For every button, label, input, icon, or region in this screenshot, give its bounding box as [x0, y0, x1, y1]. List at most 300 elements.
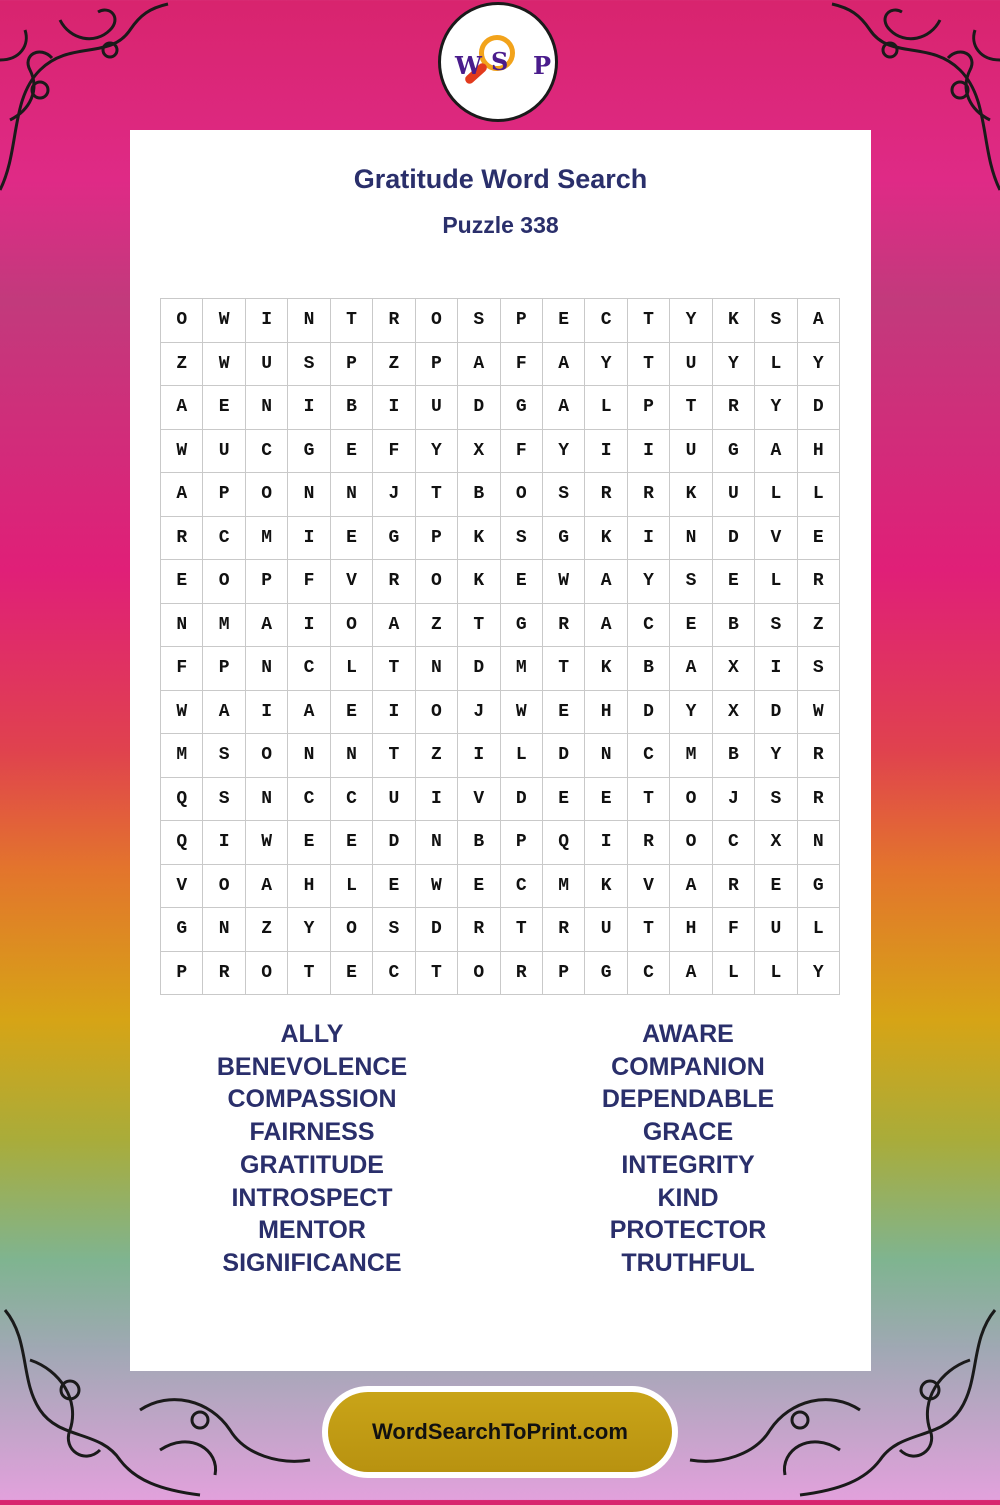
grid-cell[interactable]: A: [203, 690, 245, 734]
grid-cell[interactable]: V: [627, 864, 669, 908]
grid-cell[interactable]: U: [415, 386, 457, 430]
grid-cell[interactable]: D: [415, 908, 457, 952]
grid-cell[interactable]: E: [542, 690, 584, 734]
grid-cell[interactable]: U: [245, 342, 287, 386]
grid-cell[interactable]: N: [415, 647, 457, 691]
grid-cell[interactable]: I: [627, 516, 669, 560]
grid-cell[interactable]: C: [500, 864, 542, 908]
grid-cell[interactable]: A: [670, 951, 712, 995]
grid-cell[interactable]: N: [670, 516, 712, 560]
grid-cell[interactable]: U: [203, 429, 245, 473]
grid-cell[interactable]: C: [330, 777, 372, 821]
grid-cell[interactable]: R: [797, 560, 839, 604]
word-item: BENEVOLENCE: [216, 1052, 408, 1081]
grid-cell[interactable]: E: [161, 560, 203, 604]
grid-cell[interactable]: F: [373, 429, 415, 473]
word-item: SIGNIFICANCE: [222, 1248, 402, 1277]
page-title: Gratitude Word Search: [353, 164, 648, 194]
grid-cell[interactable]: P: [415, 516, 457, 560]
grid-cell[interactable]: E: [330, 429, 372, 473]
grid-cell[interactable]: E: [712, 560, 754, 604]
grid-cell[interactable]: N: [245, 647, 287, 691]
grid-cell[interactable]: P: [245, 560, 287, 604]
grid-cell[interactable]: L: [797, 908, 839, 952]
grid-cell[interactable]: U: [670, 342, 712, 386]
grid-cell[interactable]: P: [542, 951, 584, 995]
grid-cell[interactable]: K: [585, 647, 627, 691]
grid-cell[interactable]: L: [330, 864, 372, 908]
logo-letter: W: [455, 51, 482, 80]
grid-cell[interactable]: J: [458, 690, 500, 734]
puzzle-number: Puzzle 338: [442, 212, 559, 238]
grid-row: [161, 429, 840, 473]
grid-cell[interactable]: E: [330, 516, 372, 560]
grid-cell[interactable]: E: [330, 951, 372, 995]
grid-cell[interactable]: O: [330, 908, 372, 952]
grid-cell[interactable]: J: [712, 777, 754, 821]
grid-cell[interactable]: K: [670, 473, 712, 517]
grid-cell[interactable]: R: [542, 603, 584, 647]
grid-cell[interactable]: I: [245, 299, 287, 343]
grid-cell[interactable]: M: [542, 864, 584, 908]
grid-cell[interactable]: O: [415, 560, 457, 604]
grid-cell[interactable]: A: [670, 647, 712, 691]
grid-cell[interactable]: P: [500, 821, 542, 865]
grid-cell[interactable]: Y: [288, 908, 330, 952]
grid-cell[interactable]: X: [712, 690, 754, 734]
grid-cell[interactable]: U: [585, 908, 627, 952]
grid-cell[interactable]: Z: [797, 603, 839, 647]
grid-cell[interactable]: L: [585, 386, 627, 430]
grid-cell[interactable]: G: [373, 516, 415, 560]
grid-cell[interactable]: W: [797, 690, 839, 734]
word-list-left: [152, 1018, 472, 1280]
grid-cell[interactable]: Z: [161, 342, 203, 386]
grid-cell[interactable]: O: [670, 777, 712, 821]
word-item: INTROSPECT: [231, 1183, 393, 1212]
grid-cell[interactable]: Y: [670, 299, 712, 343]
grid-cell[interactable]: O: [203, 560, 245, 604]
grid-cell[interactable]: Y: [755, 734, 797, 778]
grid-cell[interactable]: O: [670, 821, 712, 865]
grid-cell[interactable]: B: [458, 821, 500, 865]
grid-cell[interactable]: A: [797, 299, 839, 343]
grid-cell[interactable]: F: [712, 908, 754, 952]
grid-cell[interactable]: H: [288, 864, 330, 908]
grid-cell[interactable]: R: [627, 821, 669, 865]
grid-cell[interactable]: W: [415, 864, 457, 908]
grid-row: [161, 647, 840, 691]
grid-cell[interactable]: S: [288, 342, 330, 386]
grid-cell[interactable]: S: [500, 516, 542, 560]
grid-cell[interactable]: C: [373, 951, 415, 995]
grid-cell[interactable]: I: [373, 386, 415, 430]
grid-cell[interactable]: G: [288, 429, 330, 473]
grid-cell[interactable]: T: [415, 473, 457, 517]
grid-cell[interactable]: Z: [415, 734, 457, 778]
grid-cell[interactable]: F: [161, 647, 203, 691]
grid-cell[interactable]: Y: [670, 690, 712, 734]
grid-row: [161, 560, 840, 604]
grid-cell[interactable]: A: [373, 603, 415, 647]
grid-cell[interactable]: G: [712, 429, 754, 473]
grid-cell[interactable]: I: [755, 647, 797, 691]
grid-cell[interactable]: C: [288, 777, 330, 821]
grid-cell[interactable]: H: [585, 690, 627, 734]
grid-cell[interactable]: W: [245, 821, 287, 865]
grid-cell[interactable]: E: [500, 560, 542, 604]
grid-row: [161, 908, 840, 952]
grid-cell[interactable]: I: [373, 690, 415, 734]
grid-cell[interactable]: L: [797, 473, 839, 517]
grid-cell[interactable]: A: [245, 864, 287, 908]
grid-row: [161, 690, 840, 734]
grid-cell[interactable]: L: [500, 734, 542, 778]
grid-cell[interactable]: E: [203, 386, 245, 430]
grid-cell[interactable]: P: [161, 951, 203, 995]
grid-cell[interactable]: N: [203, 908, 245, 952]
letter-grid: [160, 298, 840, 995]
grid-cell[interactable]: T: [627, 908, 669, 952]
grid-cell[interactable]: V: [161, 864, 203, 908]
grid-cell[interactable]: R: [797, 777, 839, 821]
grid-cell[interactable]: C: [245, 429, 287, 473]
grid-cell[interactable]: H: [797, 429, 839, 473]
grid-cell[interactable]: D: [797, 386, 839, 430]
grid-cell[interactable]: I: [458, 734, 500, 778]
grid-cell[interactable]: O: [245, 473, 287, 517]
grid-cell[interactable]: Y: [542, 429, 584, 473]
grid-cell[interactable]: N: [330, 734, 372, 778]
grid-cell[interactable]: T: [373, 734, 415, 778]
grid-cell[interactable]: W: [500, 690, 542, 734]
grid-cell[interactable]: P: [627, 386, 669, 430]
grid-cell[interactable]: E: [373, 864, 415, 908]
grid-cell[interactable]: S: [458, 299, 500, 343]
word-item: GRACE: [642, 1118, 734, 1147]
grid-cell[interactable]: K: [458, 560, 500, 604]
grid-cell[interactable]: A: [755, 429, 797, 473]
grid-cell[interactable]: S: [670, 560, 712, 604]
wsp-logo: [438, 2, 558, 122]
grid-cell[interactable]: C: [288, 647, 330, 691]
grid-cell[interactable]: B: [627, 647, 669, 691]
grid-cell[interactable]: D: [458, 647, 500, 691]
grid-cell[interactable]: E: [542, 299, 584, 343]
grid-cell[interactable]: U: [755, 908, 797, 952]
site-link-button[interactable]: [322, 1386, 678, 1478]
grid-cell[interactable]: E: [288, 821, 330, 865]
grid-cell[interactable]: O: [415, 690, 457, 734]
grid-cell[interactable]: D: [712, 516, 754, 560]
grid-cell[interactable]: Y: [415, 429, 457, 473]
grid-cell[interactable]: Q: [161, 777, 203, 821]
grid-cell[interactable]: A: [288, 690, 330, 734]
grid-cell[interactable]: S: [203, 734, 245, 778]
grid-cell[interactable]: G: [500, 603, 542, 647]
grid-cell[interactable]: K: [585, 864, 627, 908]
grid-cell[interactable]: C: [712, 821, 754, 865]
grid-cell[interactable]: V: [755, 516, 797, 560]
grid-cell[interactable]: F: [288, 560, 330, 604]
word-list-right: [528, 1018, 848, 1280]
grid-cell[interactable]: K: [712, 299, 754, 343]
grid-cell[interactable]: W: [542, 560, 584, 604]
grid-cell[interactable]: C: [627, 603, 669, 647]
grid-cell[interactable]: D: [500, 777, 542, 821]
grid-cell[interactable]: Y: [712, 342, 754, 386]
grid-cell[interactable]: D: [755, 690, 797, 734]
grid-cell[interactable]: R: [627, 473, 669, 517]
grid-cell[interactable]: P: [203, 647, 245, 691]
grid-cell[interactable]: A: [542, 342, 584, 386]
grid-cell[interactable]: S: [755, 777, 797, 821]
grid-row: [161, 299, 840, 343]
grid-cell[interactable]: C: [203, 516, 245, 560]
grid-cell[interactable]: Q: [542, 821, 584, 865]
grid-row: [161, 864, 840, 908]
grid-cell[interactable]: W: [161, 429, 203, 473]
grid-cell[interactable]: R: [203, 951, 245, 995]
grid-cell[interactable]: N: [415, 821, 457, 865]
grid-cell[interactable]: L: [755, 342, 797, 386]
grid-cell[interactable]: Y: [585, 342, 627, 386]
grid-cell[interactable]: M: [670, 734, 712, 778]
grid-cell[interactable]: E: [542, 777, 584, 821]
grid-cell[interactable]: T: [330, 299, 372, 343]
grid-cell[interactable]: E: [330, 821, 372, 865]
grid-cell[interactable]: F: [500, 429, 542, 473]
grid-cell[interactable]: O: [203, 864, 245, 908]
grid-cell[interactable]: T: [415, 951, 457, 995]
grid-cell[interactable]: P: [500, 299, 542, 343]
grid-cell[interactable]: I: [288, 386, 330, 430]
grid-cell[interactable]: O: [245, 951, 287, 995]
grid-cell[interactable]: Y: [755, 386, 797, 430]
grid-cell[interactable]: N: [585, 734, 627, 778]
word-item: DEPENDABLE: [601, 1085, 775, 1114]
grid-cell[interactable]: S: [797, 647, 839, 691]
grid-cell[interactable]: A: [161, 386, 203, 430]
grid-cell[interactable]: S: [755, 299, 797, 343]
grid-cell[interactable]: E: [330, 690, 372, 734]
grid-cell[interactable]: R: [797, 734, 839, 778]
grid-cell[interactable]: Y: [797, 342, 839, 386]
grid-cell[interactable]: C: [585, 299, 627, 343]
grid-cell[interactable]: E: [755, 864, 797, 908]
grid-cell[interactable]: R: [161, 516, 203, 560]
grid-cell[interactable]: N: [245, 777, 287, 821]
grid-cell[interactable]: Q: [161, 821, 203, 865]
grid-row: [161, 777, 840, 821]
word-item: GRATITUDE: [240, 1150, 384, 1179]
grid-cell[interactable]: R: [500, 951, 542, 995]
site-link-label: WordSearchToPrint.com: [328, 1392, 672, 1472]
grid-cell[interactable]: T: [627, 777, 669, 821]
grid-cell[interactable]: G: [161, 908, 203, 952]
grid-cell[interactable]: S: [373, 908, 415, 952]
grid-cell[interactable]: A: [458, 342, 500, 386]
grid-cell[interactable]: R: [712, 386, 754, 430]
grid-cell[interactable]: W: [203, 299, 245, 343]
grid-row: [161, 951, 840, 995]
grid-row: [161, 603, 840, 647]
grid-cell[interactable]: H: [670, 908, 712, 952]
grid-cell[interactable]: N: [161, 603, 203, 647]
grid-cell[interactable]: L: [330, 647, 372, 691]
grid-cell[interactable]: J: [373, 473, 415, 517]
puzzle-card: [130, 130, 871, 1371]
word-item: FAIRNESS: [249, 1118, 375, 1147]
grid-row: [161, 386, 840, 430]
grid-cell[interactable]: W: [161, 690, 203, 734]
grid-cell[interactable]: X: [755, 821, 797, 865]
grid-cell[interactable]: U: [373, 777, 415, 821]
word-item: TRUTHFUL: [621, 1248, 755, 1277]
grid-cell[interactable]: M: [161, 734, 203, 778]
grid-cell[interactable]: P: [330, 342, 372, 386]
grid-cell[interactable]: U: [670, 429, 712, 473]
grid-cell[interactable]: T: [627, 342, 669, 386]
grid-cell[interactable]: I: [245, 690, 287, 734]
grid-row: [161, 473, 840, 517]
grid-cell[interactable]: C: [627, 734, 669, 778]
grid-cell[interactable]: G: [585, 951, 627, 995]
grid-cell[interactable]: T: [670, 386, 712, 430]
grid-cell[interactable]: T: [373, 647, 415, 691]
grid-cell[interactable]: R: [373, 560, 415, 604]
word-item: AWARE: [642, 1020, 734, 1048]
grid-cell[interactable]: V: [458, 777, 500, 821]
grid-cell[interactable]: I: [288, 516, 330, 560]
grid-cell[interactable]: R: [712, 864, 754, 908]
grid-cell[interactable]: B: [712, 603, 754, 647]
grid-cell[interactable]: C: [627, 951, 669, 995]
grid-row: [161, 734, 840, 778]
grid-cell[interactable]: R: [373, 299, 415, 343]
grid-cell[interactable]: Z: [245, 908, 287, 952]
grid-cell[interactable]: I: [415, 777, 457, 821]
grid-cell[interactable]: M: [245, 516, 287, 560]
grid-cell[interactable]: N: [288, 734, 330, 778]
grid-cell[interactable]: Y: [627, 560, 669, 604]
grid-cell[interactable]: O: [245, 734, 287, 778]
grid-cell[interactable]: B: [330, 386, 372, 430]
grid-cell[interactable]: S: [542, 473, 584, 517]
grid-cell[interactable]: O: [500, 473, 542, 517]
grid-cell[interactable]: A: [585, 603, 627, 647]
grid-cell[interactable]: M: [203, 603, 245, 647]
grid-cell[interactable]: T: [458, 603, 500, 647]
grid-cell[interactable]: I: [627, 429, 669, 473]
word-item: COMPASSION: [227, 1085, 397, 1114]
word-item: COMPANION: [611, 1052, 765, 1081]
grid-cell[interactable]: A: [245, 603, 287, 647]
grid-cell[interactable]: A: [542, 386, 584, 430]
grid-row: [161, 821, 840, 865]
grid-cell[interactable]: N: [288, 299, 330, 343]
grid-cell[interactable]: T: [500, 908, 542, 952]
grid-cell[interactable]: X: [458, 429, 500, 473]
grid-cell[interactable]: V: [330, 560, 372, 604]
grid-cell[interactable]: R: [542, 908, 584, 952]
grid-cell[interactable]: O: [458, 951, 500, 995]
grid-cell[interactable]: T: [542, 647, 584, 691]
grid-cell[interactable]: X: [712, 647, 754, 691]
grid-row: [161, 342, 840, 386]
grid-cell[interactable]: E: [797, 516, 839, 560]
grid-cell[interactable]: O: [415, 299, 457, 343]
grid-cell[interactable]: Z: [415, 603, 457, 647]
grid-cell[interactable]: A: [585, 560, 627, 604]
grid-cell[interactable]: B: [712, 734, 754, 778]
grid-cell[interactable]: W: [203, 342, 245, 386]
grid-cell[interactable]: K: [458, 516, 500, 560]
grid-cell[interactable]: G: [797, 864, 839, 908]
grid-cell[interactable]: U: [712, 473, 754, 517]
word-item: KIND: [657, 1183, 719, 1212]
grid-cell[interactable]: L: [755, 473, 797, 517]
grid-cell[interactable]: F: [500, 342, 542, 386]
grid-cell[interactable]: D: [373, 821, 415, 865]
grid-cell[interactable]: A: [670, 864, 712, 908]
grid-cell[interactable]: D: [458, 386, 500, 430]
grid-cell[interactable]: P: [415, 342, 457, 386]
word-item: PROTECTOR: [609, 1216, 767, 1245]
grid-cell[interactable]: M: [500, 647, 542, 691]
grid-cell[interactable]: N: [330, 473, 372, 517]
grid-cell[interactable]: T: [288, 951, 330, 995]
grid-cell[interactable]: K: [585, 516, 627, 560]
grid-cell[interactable]: I: [585, 821, 627, 865]
grid-cell[interactable]: O: [330, 603, 372, 647]
grid-cell[interactable]: Z: [373, 342, 415, 386]
grid-cell[interactable]: I: [288, 603, 330, 647]
word-item: ALLY: [280, 1020, 344, 1048]
grid-cell[interactable]: L: [755, 560, 797, 604]
grid-cell[interactable]: Y: [797, 951, 839, 995]
grid-cell[interactable]: L: [712, 951, 754, 995]
grid-cell[interactable]: G: [500, 386, 542, 430]
grid-cell[interactable]: L: [755, 951, 797, 995]
logo-letter: P: [533, 51, 552, 80]
grid-cell[interactable]: E: [458, 864, 500, 908]
grid-cell[interactable]: I: [585, 429, 627, 473]
grid-cell[interactable]: S: [203, 777, 245, 821]
grid-cell[interactable]: S: [755, 603, 797, 647]
grid-cell[interactable]: G: [542, 516, 584, 560]
grid-cell[interactable]: E: [585, 777, 627, 821]
grid-cell[interactable]: I: [203, 821, 245, 865]
word-item: INTEGRITY: [621, 1150, 755, 1179]
grid-cell[interactable]: N: [797, 821, 839, 865]
grid-cell[interactable]: N: [245, 386, 287, 430]
grid-cell[interactable]: T: [627, 299, 669, 343]
grid-cell[interactable]: B: [458, 473, 500, 517]
grid-cell[interactable]: D: [542, 734, 584, 778]
grid-cell[interactable]: R: [585, 473, 627, 517]
grid-cell[interactable]: N: [288, 473, 330, 517]
grid-cell[interactable]: R: [458, 908, 500, 952]
grid-row: [161, 516, 840, 560]
grid-cell[interactable]: P: [203, 473, 245, 517]
grid-cell[interactable]: A: [161, 473, 203, 517]
grid-cell[interactable]: D: [627, 690, 669, 734]
grid-cell[interactable]: E: [670, 603, 712, 647]
word-item: MENTOR: [258, 1216, 366, 1245]
grid-cell[interactable]: O: [161, 299, 203, 343]
logo-letter: S: [491, 47, 509, 76]
